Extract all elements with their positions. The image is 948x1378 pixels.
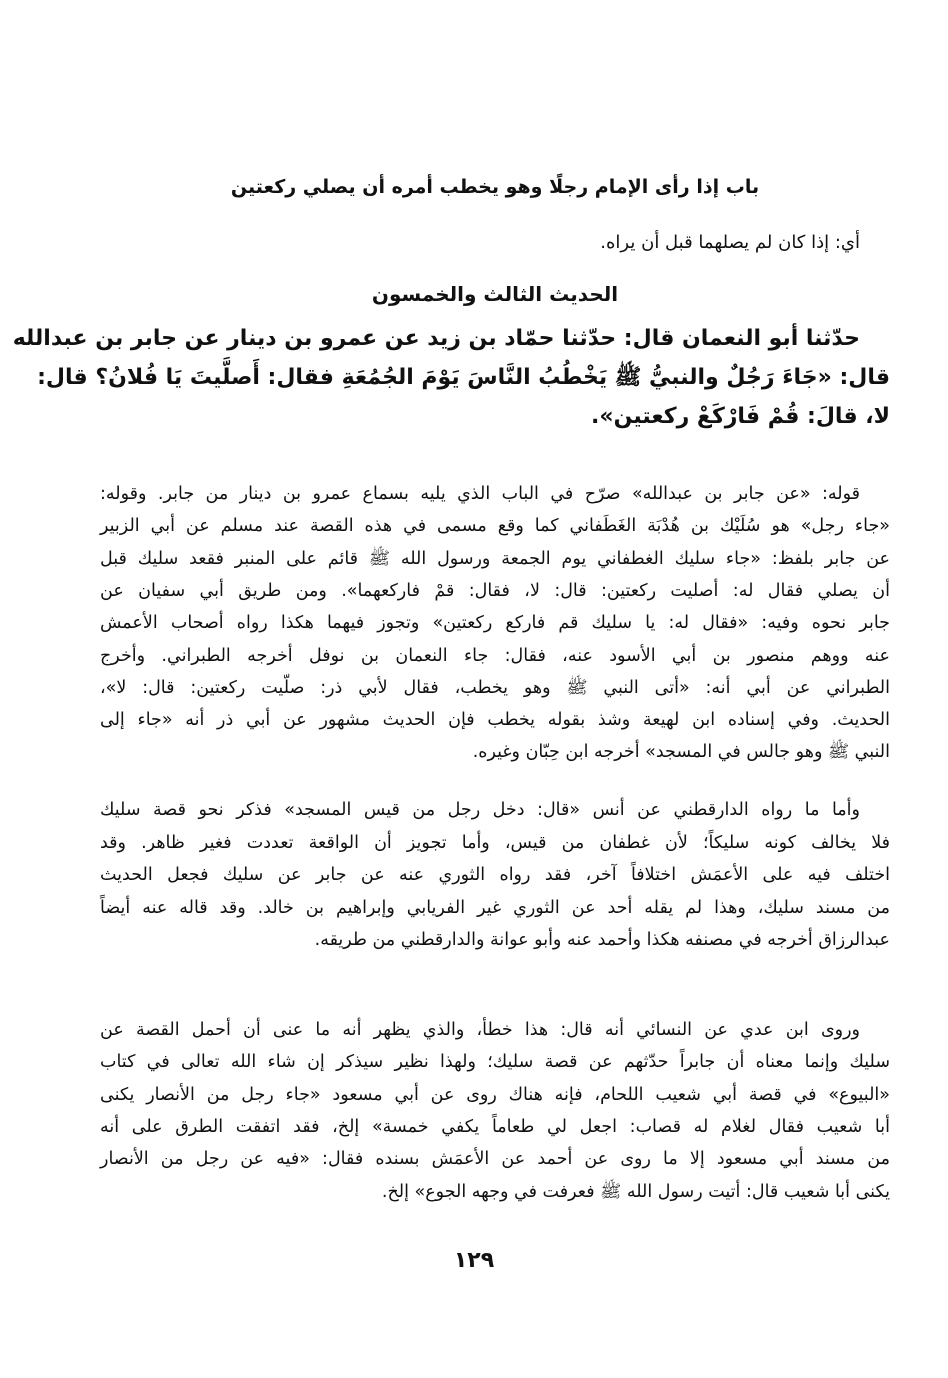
- commentary-line: أن يصلي فقال له: أصليت ركعتين: قال: لا، فقال: قمْ فاركعهما». ومن طريق أبي سفيان عن: [100, 581, 890, 601]
- commentary-line: من مسند أبي مسعود إلا ما روى عن أحمد عن الأعمَش بسنده فقال: «فيه عن رجل من الأنصار: [100, 1149, 890, 1169]
- commentary-line: سليك وإنما معناه أن جابراً حدّثهم عن قصة سليك؛ ولهذا نظير سيذكر إن شاء الله تعالى في كتاب: [100, 1052, 890, 1072]
- commentary-line: اختلف فيه على الأعمَش اختلافاً آخر، فقد رواه الثوري عنه عن جابر عن سليك فجعل الحديث: [100, 865, 890, 885]
- commentary-line: عن جابر بلفظ: «جاء سليك الغطفاني يوم الجمعة ورسول الله ﷺ قائم على المنبر فقعد سليك قبل: [100, 549, 890, 569]
- commentary-line: قوله: «عن جابر بن عبدالله» صرّح في الباب الذي يليه بسماع عمرو بن دينار من جابر. وقوله:: [100, 484, 860, 504]
- hadith-text-line: قال: «جَاءَ رَجُلٌ والنبيُّ ﷺ يَخْطُبُ النَّاسَ يَوْمَ الجُمُعَةِ فقال: أَصلَّيتَ يَا فُلانُ؟ قال:: [37, 365, 890, 390]
- page-number: ١٢٩: [453, 1248, 495, 1273]
- commentary-line: فلا يخالف كونه سليكاً؛ لأن غطفان من قيس، وأما تجويز أن الواقعة تعددت فغير ظاهر. وقد: [100, 833, 890, 853]
- commentary-line: «البيوع» في قصة أبي شعيب اللحام، فإنه هناك روى عن أبي مسعود «جاء رجل من الأنصار يكنى: [100, 1085, 890, 1105]
- commentary-line: عبدالرزاق أخرجه في مصنفه هكذا وأحمد عنه وأبو عوانة والدارقطني من طريقه.: [314, 930, 890, 950]
- hadith-heading: الحديث الثالث والخمسون: [371, 282, 619, 306]
- commentary-line: يكنى أبا شعيب قال: أتيت رسول الله ﷺ فعرفت في وجهه الجوع» إلخ.: [381, 1182, 890, 1202]
- hadith-text-line: حدّثنا أبو النعمان قال: حدّثنا حمّاد بن زيد عن عمرو بن دينار عن جابر بن عبدالله: [12, 326, 860, 351]
- commentary-line: الطبراني عن أبي أنه: «أتى النبي ﷺ وهو يخطب، فقال لأبي ذر: صلّيت ركعتين: قال: لا»،: [100, 678, 890, 698]
- chapter-title: باب إذا رأى الإمام رجلًا وهو يخطب أمره أن يصلي ركعتين: [230, 176, 760, 198]
- commentary-line: وروى ابن عدي عن النسائي أنه قال: هذا خطأ، والذي يظهر أنه ما عنى أن أحمل القصة عن: [100, 1020, 860, 1040]
- chapter-note: أي: إذا كان لم يصلهما قبل أن يراه.: [600, 232, 860, 253]
- commentary-line: «جاء رجل» هو سُلَيْك بن هُدْبَة الغَطَفاني كما وقع مسمى في هذه القصة عند مسلم عن أبي الزبير: [100, 516, 890, 536]
- commentary-line: النبي ﷺ وهو جالس في المسجد» أخرجه ابن حِبّان وغيره.: [472, 742, 890, 762]
- commentary-line: عنه ووهم منصور بن أبي الأسود عنه، فقال: جاء النعمان بن نوفل أخرجه الطبراني. وأخرج: [100, 646, 890, 666]
- commentary-line: وأما ما رواه الدارقطني عن أنس «قال: دخل رجل من قيس المسجد» فذكر نحو قصة سليك: [100, 800, 860, 820]
- commentary-line: أبا شعيب فقال لغلام له قصاب: اجعل لي طعاماً يكفي خمسة» إلخ، فقد اتفقت الطرق على أنه: [100, 1117, 890, 1137]
- commentary-line: جابر نحوه وفيه: «فقال له: يا سليك قم فاركع ركعتين» وتجوز فيهما هكذا رواه أصحاب الأعمش: [100, 613, 890, 633]
- hadith-text-line: لا، قالَ: قُمْ فَارْكَعْ ركعتين».: [591, 404, 890, 429]
- commentary-line: من مسند سليك، وهذا لم يقله أحد عن الثوري غير الفريابي وإبراهيم بن خالد. وقد قاله عنه أيضاً: [100, 898, 890, 918]
- commentary-line: الحديث. وفي إسناده ابن لهيعة وشذ بقوله يخطب فإن الحديث مشهور عن أبي ذر أنه «جاء إلى: [100, 710, 890, 730]
